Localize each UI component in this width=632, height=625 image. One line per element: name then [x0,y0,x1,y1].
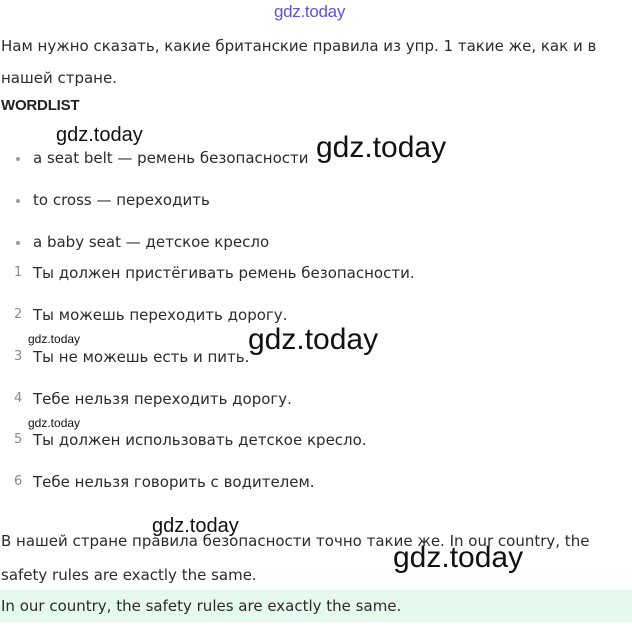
bullet-icon [16,241,20,245]
wordlist-entry: a seat belt — ремень безопасности [33,149,309,167]
watermark: gdz.today [56,124,143,146]
watermark: gdz.today [248,323,379,356]
item-number: 2 [14,307,23,322]
wordlist-entry: to cross — переходить [33,191,210,209]
watermark: gdz.today [393,541,524,574]
site-logo[interactable]: gdz.today [274,2,346,21]
answer-text: В нашей стране правила безопасности точно такие же. In our country, the safety rules are exactly the same. [1,532,590,584]
watermark: gdz.today [28,332,81,346]
translation-highlight: In our country, the safety rules are exactly the same. [0,590,632,622]
item-number: 1 [14,265,23,280]
wordlist-entry: a baby seat — детское кресло [33,233,270,251]
sentence-text: Ты не можешь есть и пить. [33,348,250,366]
item-number: 6 [14,474,23,489]
sentence-text: Тебе нельзя переходить дорогу. [33,390,292,408]
sentence-text: Ты должен использовать детское кресло. [33,431,367,449]
task-instruction: Нам нужно сказать, какие британские правила из упр. 1 такие же, как и в нашей стране. [1,37,597,87]
watermark: gdz.today [152,515,239,537]
sentence-text: Ты должен пристёгивать ремень безопасности. [33,264,415,282]
watermark: gdz.today [28,416,81,430]
item-number: 3 [14,349,23,364]
bullet-icon [16,157,20,161]
watermark: gdz.today [316,131,447,164]
item-number: 5 [14,432,23,447]
item-number: 4 [14,391,23,406]
sentence-text: Ты можешь переходить дорогу. [33,306,288,324]
bullet-icon [16,199,20,203]
wordlist-heading: WORDLIST [1,97,80,114]
sentence-text: Тебе нельзя говорить с водителем. [33,473,315,491]
